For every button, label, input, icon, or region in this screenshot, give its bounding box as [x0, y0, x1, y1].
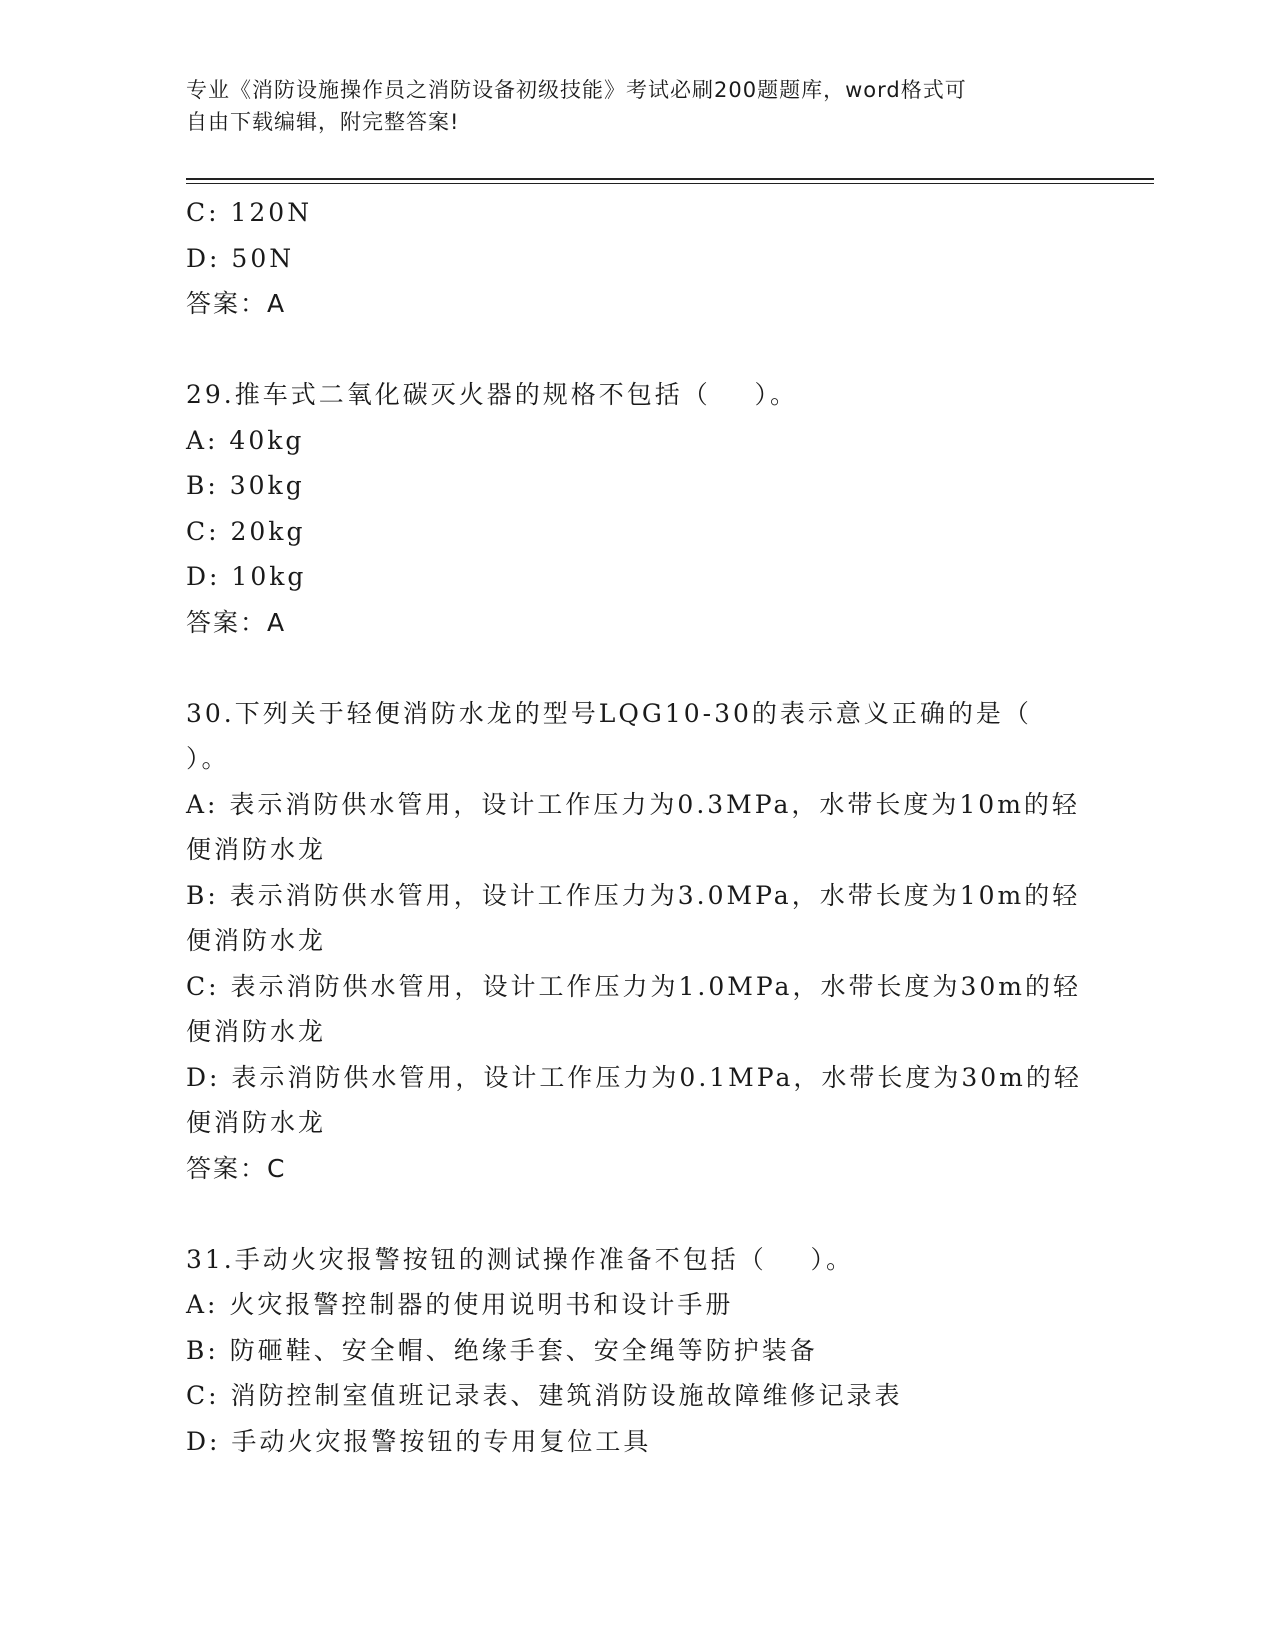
- question-28-tail: [186, 190, 1086, 327]
- document-header: [186, 74, 1066, 138]
- question-30: [186, 691, 1086, 1192]
- option-c-cont: 便消防水龙: [186, 1017, 327, 1046]
- option-d: D: 表示消防供水管用，设计工作压力为0.1MPa，水带长度为30m的轻: [186, 1062, 1082, 1092]
- question-31: [186, 1237, 1086, 1465]
- option-a-cont: 便消防水龙: [186, 835, 327, 864]
- option-a: A: 火灾报警控制器的使用说明书和设计手册: [186, 1290, 734, 1319]
- option-c: C: 消防控制室值班记录表、建筑消防设施故障维修记录表: [186, 1381, 903, 1410]
- option-a: A: 40kg: [186, 425, 305, 455]
- answer: 答案：A: [186, 607, 287, 637]
- answer: 答案：A: [186, 289, 287, 318]
- question-text: 31.手动火灾报警按钮的测试操作准备不包括（ ）。: [186, 1244, 855, 1274]
- spacer: [186, 645, 1086, 691]
- option-d: D: 手动火灾报警按钮的专用复位工具: [186, 1426, 652, 1456]
- answer: 答案：C: [186, 1153, 287, 1183]
- option-a: A: 表示消防供水管用，设计工作压力为0.3MPa，水带长度为10m的轻: [186, 789, 1080, 819]
- spacer: [186, 327, 1086, 373]
- header-divider-thick: [186, 178, 1154, 180]
- option-d: D: 50N: [186, 243, 295, 273]
- question-text: 29.推车式二氧化碳灭火器的规格不包括（ ）。: [186, 380, 799, 409]
- question-list: [186, 190, 1086, 1464]
- question-text-cont: ）。: [186, 744, 230, 773]
- question-text: 30.下列关于轻便消防水龙的型号LQG10-30的表示意义正确的是（: [186, 698, 1032, 728]
- header-line-1: 专业《消防设施操作员之消防设备初级技能》考试必刷200题题库，word格式可: [186, 78, 967, 102]
- option-c: C: 表示消防供水管用，设计工作压力为1.0MPa，水带长度为30m的轻: [186, 971, 1081, 1001]
- option-c: C: 120N: [186, 198, 313, 227]
- option-b: B: 30kg: [186, 471, 305, 500]
- spacer: [186, 1191, 1086, 1237]
- option-b-cont: 便消防水龙: [186, 926, 327, 955]
- option-b: B: 防砸鞋、安全帽、绝缘手套、安全绳等防护装备: [186, 1335, 818, 1365]
- option-c: C: 20kg: [186, 516, 306, 546]
- option-b: B: 表示消防供水管用，设计工作压力为3.0MPa，水带长度为10m的轻: [186, 880, 1081, 910]
- option-d: D: 10kg: [186, 562, 307, 591]
- option-d-cont: 便消防水龙: [186, 1108, 327, 1137]
- header-line-2: 自由下载编辑，附完整答案!: [186, 110, 460, 134]
- question-29: [186, 372, 1086, 645]
- header-divider-thin: [186, 183, 1154, 184]
